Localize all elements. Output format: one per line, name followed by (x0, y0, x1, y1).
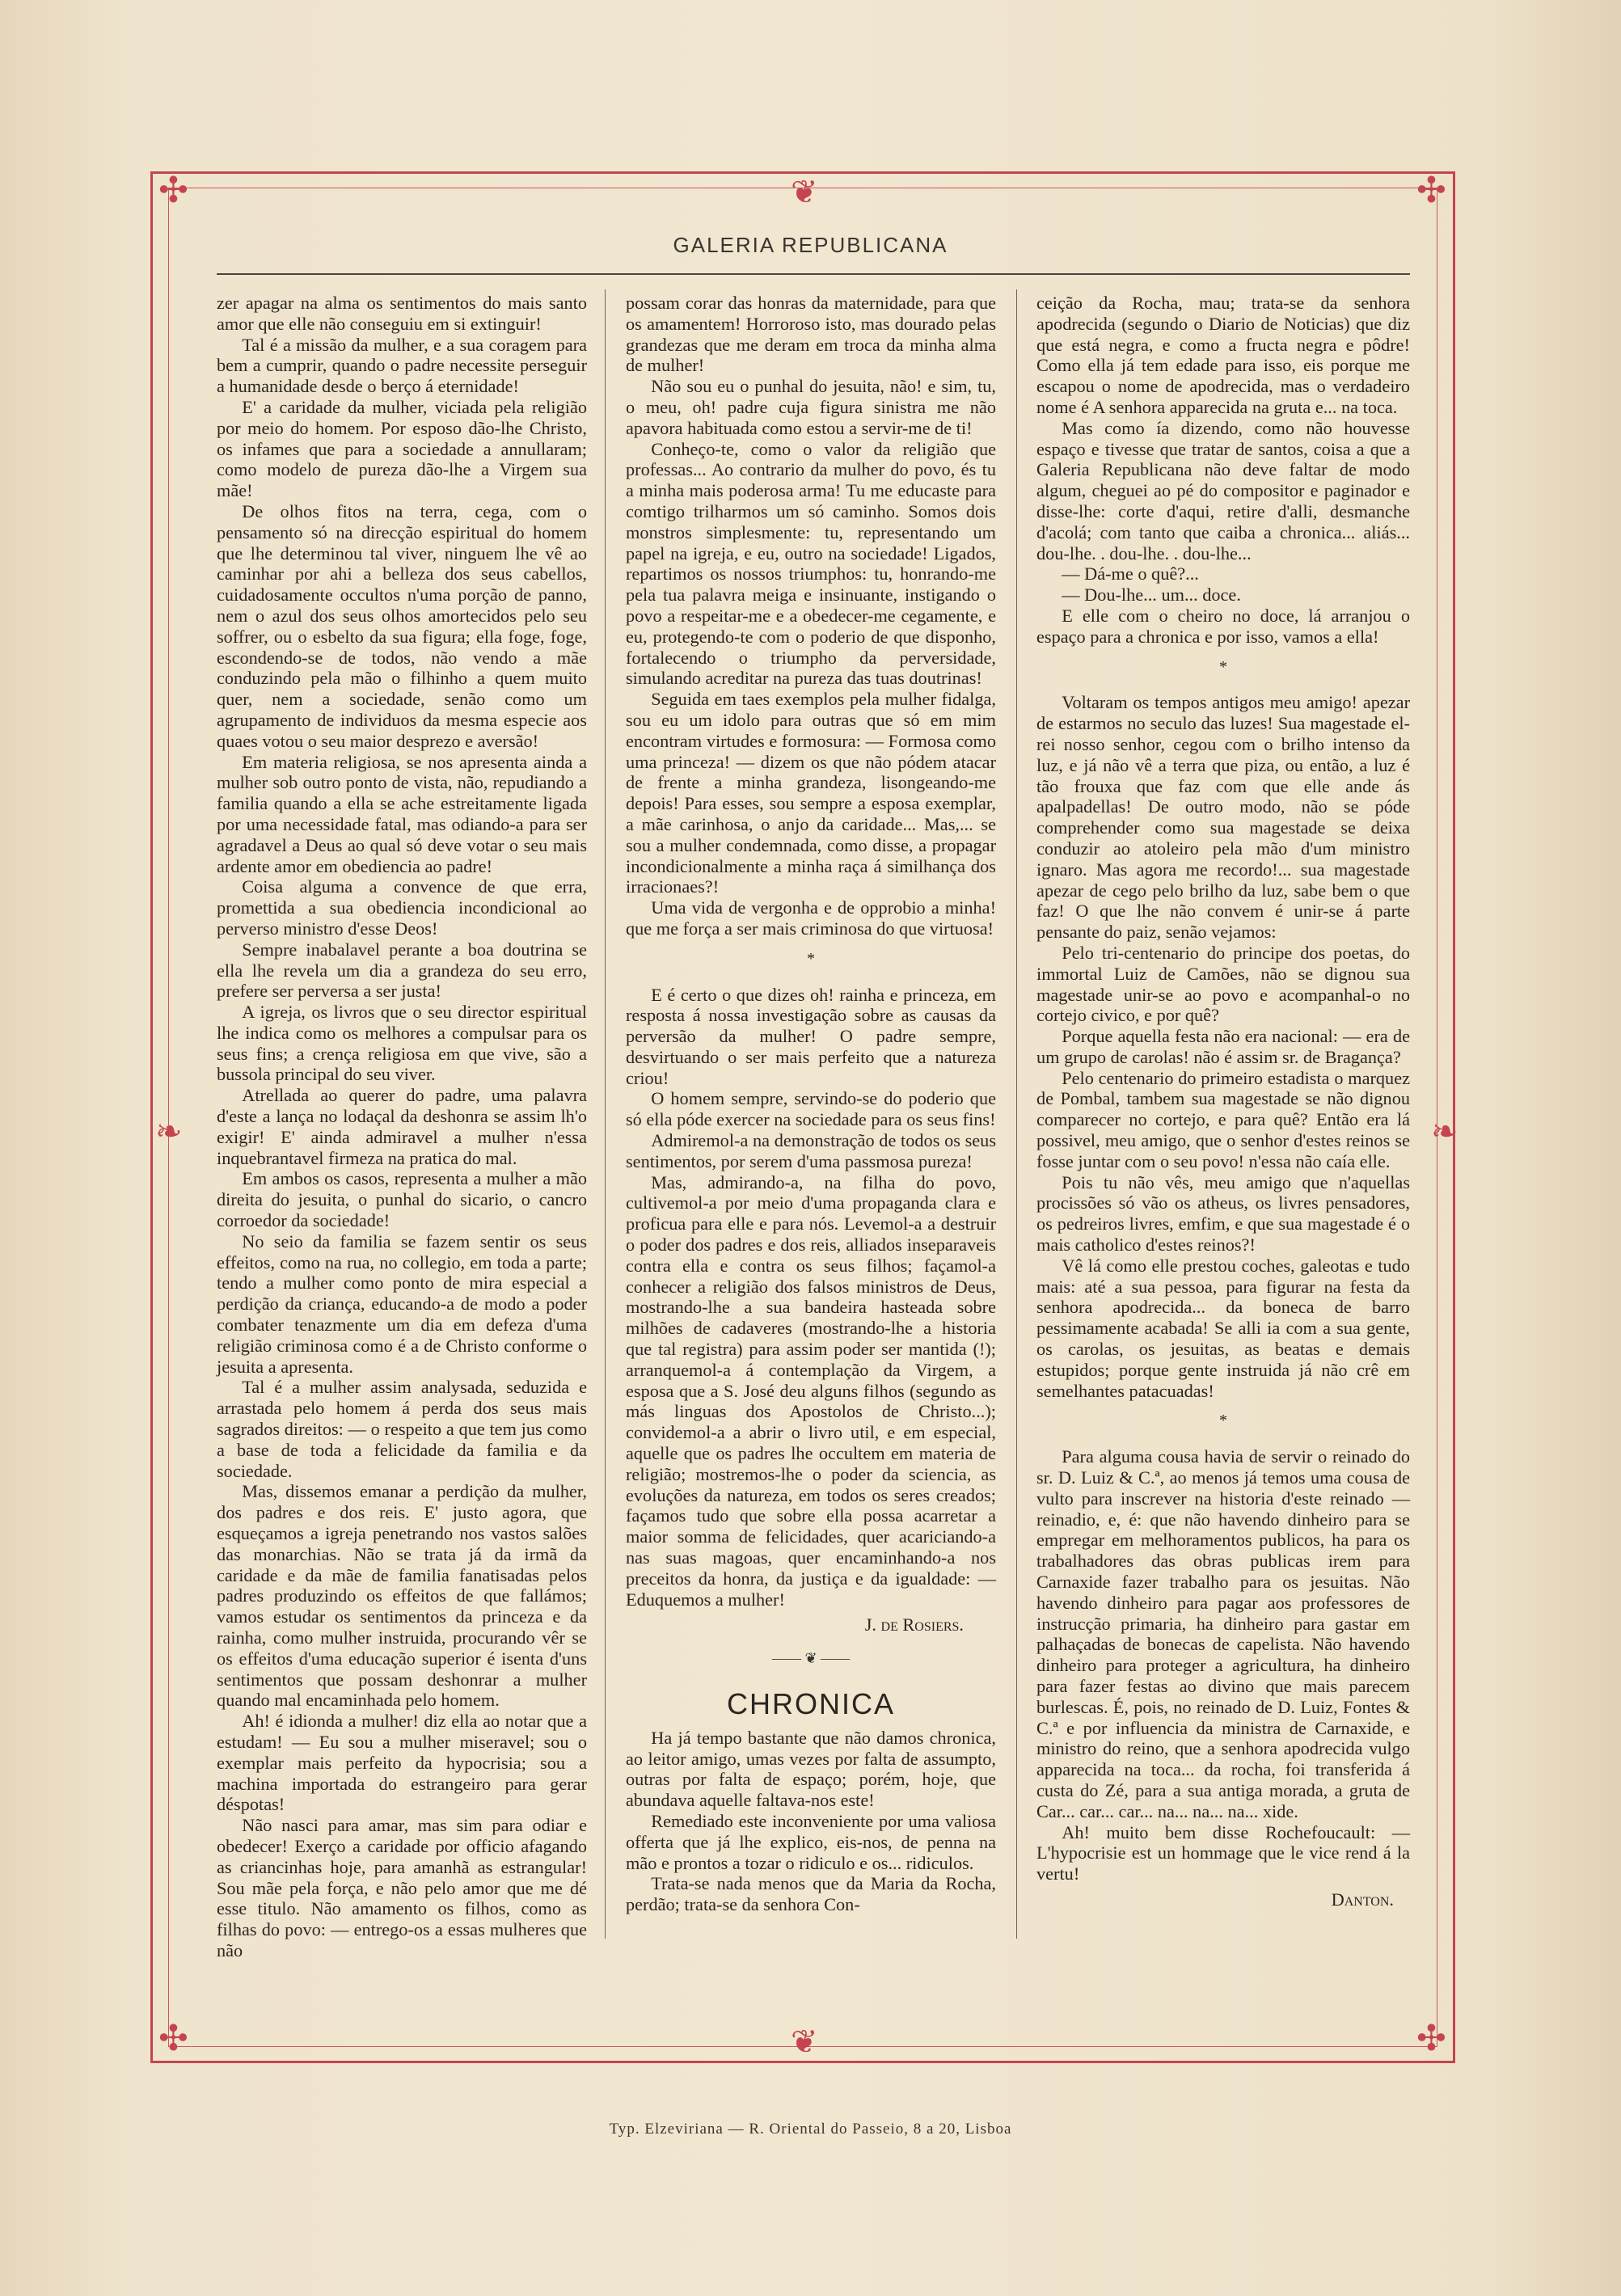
paragraph: Conheço-te, como o valor da religião que professas... Ao contrario da mulher do povo, és tu a minha mais poderosa arma! Tu me educaste para comtigo trilharmos um só caminho. Somos dois monstros simplesmente: tu, representando um papel na igreja, e eu, outro na sociedade! Ligados, repartimos os nossos triumphos: tu, honrando-me pela tua palavra meiga e insinuante, instigando o povo a respeitar-me e a obedecer-me cegamente, e eu, protegendo-te com o poderio de que disponho, fortalecendo o triumpho da perversidade, simulando acreditar na pureza das tuas doutrinas! (626, 438, 996, 689)
section-divider-icon: —— ❦ —— (771, 1650, 851, 1667)
paragraph: Coisa alguma a convence de que erra, promettida a sua obediencia incondicional ao perverso ministro d'esse Deos! (217, 876, 587, 939)
paragraph: Porque aquella festa não era nacional: — era de um grupo de carolas! não é assim sr. de Bragança? (1036, 1026, 1410, 1067)
paragraph: Uma vida de vergonha e de opprobio a minha! que me força a ser mais criminosa do que virtuosa! (626, 897, 996, 939)
paragraph: E é certo o que dizes oh! rainha e princeza, em resposta á nossa investigação sobre as causas da perversão da mulher! O padre sempre, desvirtuando o ser mais perfeito que a natureza criou! (626, 984, 996, 1088)
paragraph: Vê lá como elle prestou coches, galeotas e tudo mais: até a sua pessoa, para figurar na festa da senhora apodrecida... da boneca de barro pessimamente acabada! Se alli ia com a sua gente, os carolas, os jesuitas, as beatas e demais estupidos; porque gente instruida já não crê em semelhantes patacuadas! (1036, 1255, 1410, 1401)
paragraph: E elle com o cheiro no doce, lá arranjou o espaço para a chronica e por isso, vamos a ella! (1036, 605, 1410, 647)
bottom-center-ornament-icon: ❦ (791, 2024, 818, 2060)
paragraph: De olhos fitos na terra, cega, com o pensamento só na direcção espiritual do homem que lhe determinou tal viver, ninguem lhe vê ao caminhar por ahi a belleza dos seus cabellos, cuidadosamente occultos n'uma porção de panno, nem o azul dos seus olhos amortecidos pelo seu soffrer, ou o esbelto da sua figura; ella foge, foge, escondendo-se de todos, não vendo a mãe conduzindo pela mão o filhinho a quem muito quer, nem a sociedade, senão como um agrupamento de individuos da mesma especie aos quaes votou o seu maior desprezo e aversão! (217, 500, 587, 751)
article-signature: J. de Rosiers. (864, 1614, 964, 1635)
paragraph: ceição da Rocha, mau; trata-se da senhora apodrecida (segundo o Diario de Noticias) que diz que está negra, e como a fructa negra e pôdre! Como ella já tem edade para isso, eis porque me escapou o nome de apodrecida, mas o verdadeiro nome é A senhora apparecida na gruta e... na toca. (1036, 293, 1410, 417)
corner-ornament-icon: ✣ (1416, 171, 1446, 210)
section-separator: * (1219, 657, 1227, 676)
section-separator: * (1219, 1412, 1227, 1430)
paragraph: Atrellada ao querer do padre, uma palavra d'este a lança no lodaçal da deshonra se assim lh'o exigir! E' ainda admiravel a mulher n'essa inquebrantavel firmeza na pratica do mal. (217, 1085, 587, 1168)
section-separator: * (807, 949, 815, 968)
column-3 (1036, 293, 1410, 1910)
paragraph: O homem sempre, servindo-se do poderio que só ella póde exercer na sociedade para os seus fins! (626, 1088, 996, 1130)
paragraph: possam corar das honras da maternidade, para que os amamentem! Horroroso isto, mas dourado pelas grandezas que me deram em troca da minha alma de mulher! (626, 293, 996, 376)
paragraph: Trata-se nada menos que da Maria da Rocha, perdão; trata-se da senhora Con- (626, 1873, 996, 1915)
corner-ornament-icon: ✣ (158, 171, 188, 210)
top-center-ornament-icon: ❦ (791, 174, 818, 210)
paragraph: Tal é a mulher assim analysada, seduzida e arrastada pelo homem á perda dos seus mais sagrados direitos: — o respeito a que tem jus como a base de toda a felicidade da familia e da sociedade. (217, 1377, 587, 1481)
paragraph: Pelo tri-centenario do principe dos poetas, do immortal Luiz de Camões, não se dignou sua magestade unir-se ao povo e acompanhal-o no cortejo civico, e por quê? (1036, 942, 1410, 1026)
paragraph: Pois tu não vês, meu amigo que n'aquellas procissões só vão os atheus, os livres pensadores, os pedreiros livres, emfim, e que sua magestade é o mais catholico d'estes reinos?! (1036, 1171, 1410, 1256)
paragraph: Remediado este inconveniente por uma valiosa offerta que já lhe explico, eis-nos, de penna na mão e prontos a tozar o ridiculo e os... ridiculos. (626, 1810, 996, 1873)
paragraph: Em ambos os casos, representa a mulher a mão direita do jesuita, o punhal do sicario, o cancro corroedor da sociedade! (217, 1168, 587, 1231)
column-1 (217, 293, 587, 1961)
header-rule (217, 273, 1410, 275)
paragraph: Ah! muito bem disse Rochefoucault: — L'hypocrisie est un hommage que le vice rend á la vertu! (1036, 1821, 1410, 1884)
left-side-ornament-icon: ❧ (155, 1113, 183, 1150)
paragraph: Mas como ía dizendo, como não houvesse espaço e tivesse que tratar de santos, coisa a que a Galeria Republicana não deve faltar de modo algum, cheguei ao pé do compositor e paginador e disse-lhe: corte d'aqui, retire d'alli, desmanche d'acolá; com tanto que caiba a chronica... aliás... dou-lhe. . dou-lhe. . dou-lhe... (1036, 417, 1410, 563)
paragraph: Para alguma cousa havia de servir o reinado do sr. D. Luiz & C.ª, ao menos já temos uma cousa de vulto para inscrever na historia d'este reinado — reinadio, e, é: que não havendo dinheiro para se empregar em melhoramentos publicos, ha para os trabalhadores das obras publicas irem para Carnaxide fazer trabalho para os jesuitas. Não havendo dinheiro para pagar aos professores de instrucção primaria, ha dinheiro para gastar em palhaçadas de bonecas de capelista. Não havendo dinheiro para proteger a agricultura, ha dinheiro para fazer festas ao divino que mais parecem burlescas. É, pois, no reinado de D. Luiz, Fontes & C.ª e por influencia da ministra de Carnaxide, e ministro do reino, que a senhora apodrecida vulgo apparecida na toca... da rocha, foi transferida á custa do Zé, para a sua antiga morada, a gruta de Car... car... car... na... na... na... xide. (1036, 1446, 1410, 1821)
printer-imprint: Typ. Elzeviriana — R. Oriental do Passeio, 8 a 20, Lisboa (609, 2121, 1012, 2138)
column-divider (1016, 289, 1017, 1939)
paragraph: Mas, dissemos emanar a perdição da mulher, dos padres e dos reis. E' justo agora, que esqueçamos a igreja penetrando nos vastos salões das monarchias. Não se trata já da irmã da caridade e da mãe de familia fanatisadas pelos padres produzindo os effeitos de que fallámos; vamos estudar os sentimentos da princeza e da rainha, como mulher instruida, procurando vêr se os effeitos d'uma educação superior é isenta d'uns sentimentos que possam deshonrar a mulher quando mal encaminhada pelo homem. (217, 1481, 587, 1711)
paragraph: Voltaram os tempos antigos meu amigo! apezar de estarmos no seculo das luzes! Sua magestade el-rei nosso senhor, cegou com o brilho intenso da luz, e já não vê a terra que piza, ou então, a luz é tão frouxa que faz com que elle ande ás apalpadellas! De outro modo, não se póde comprehender como sua magestade se deixa conduzir ao atoleiro pela mão d'um ministro ignaro. Mas agora me recordo!... sua magestade apezar de cego pelo brilho da luz, sabe bem o que faz! O que lhe não convem é unir-se á parte pensante do paiz, senão vejamos: (1036, 692, 1410, 943)
paragraph: Ah! é idionda a mulher! diz ella ao notar que a estudam! — Eu sou a mulher miseravel; sou o exemplar mais perfeito da hypocrisia; sou a machina importada do estrangeiro para gerar déspotas! (217, 1711, 587, 1815)
section-title: CHRONICA (726, 1687, 895, 1720)
paragraph: No seio da familia se fazem sentir os seus effeitos, como na rua, no collegio, em toda a parte; tendo a mulher como ponto de mira especial a perdição da criança, educando-a de modo a poder combater tenazmente um dia em defeza d'uma religião criminosa como é a de Christo conforme o jesuita a apresenta. (217, 1230, 587, 1377)
paragraph: E' a caridade da mulher, viciada pela religião por meio do homem. Por esposo dão-lhe Christo, os infames que para a sociedade a annullaram; como modelo de pureza dão-lhe a Virgem sua mãe! (217, 396, 587, 501)
right-side-ornament-icon: ❧ (1431, 1113, 1458, 1150)
paragraph: — Dou-lhe... um... doce. (1062, 585, 1241, 606)
column-divider (605, 289, 606, 1939)
paragraph: A igreja, os livros que o seu director espiritual lhe indica como os melhores a compulsar para os seus fins; a crença religiosa em que vive, são a bussola principal do seu viver. (217, 1002, 587, 1085)
paragraph: — Dá-me o quê?... (1062, 563, 1199, 585)
paragraph: Não sou eu o punhal do jesuita, não! e sim, tu, o meu, oh! padre cuja figura sinistra me não apavora habituada como estou a servir-me de ti! (626, 376, 996, 438)
column-2 (626, 293, 996, 1915)
running-header: GALERIA REPUBLICANA (673, 233, 948, 257)
paragraph: Tal é a missão da mulher, e a sua coragem para bem a cumprir, quando o padre necessite perseguir a humanidade desde o berço á eternidade! (217, 334, 587, 397)
paragraph: Mas, admirando-a, na filha do povo, cultivemol-a por meio d'uma propaganda clara e proficua para elle e para nós. Levemol-a a destruir o poder dos padres e dos reis, alliados inseparaveis contra ella e contra os seus filhos; façamol-a conhecer a religião dos falsos ministros de Deus, mostrando-lhe a sua bandeira hasteada sobre milhões de cadaveres (mostrando-lhe a historia que tal registra) para assim poder ser mantida (!); arranquemol-a á contemplação da Virgem, a esposa que a S. José deu alguns filhos (segundo as más linguas dos Apostolos de Christo...); convidemol-a a abrir o livro util, e em especial, aquelle que os padres lhe occultem em materia de religião; mostremos-lhe o poder da sciencia, as evoluções da natureza, em todos os seres creados; façamos tudo que sobre ella possa acarretar a maior somma de felicidades, quer acariciando-a nas suas magoas, quer encaminhando-a nos preceitos da honra, da justiça e da igualdade: — Eduquemos a mulher! (626, 1171, 996, 1610)
corner-ornament-icon: ✣ (1416, 2019, 1446, 2058)
corner-ornament-icon: ✣ (158, 2019, 188, 2058)
paragraph: Em materia religiosa, se nos apresenta ainda a mulher sob outro ponto de vista, não, repudiando a familia quando a ella se ache estreitamente ligada por uma necessidade fatal, mas odiando-a para ser agradavel a Deus ao qual só deve votar o seu mais ardente amor em obediencia ao padre! (217, 751, 587, 876)
paragraph: Pelo centenario do primeiro estadista o marquez de Pombal, tambem sua magestade se não dignou comparecer no cortejo, e para quê? Então era lá possivel, meu amigo, que o senhor d'estes reinos se fosse juntar com o seu povo! n'essa não caía elle. (1036, 1067, 1410, 1171)
article-signature: Danton. (1331, 1889, 1394, 1910)
paragraph: Ha já tempo bastante que não damos chronica, ao leitor amigo, umas vezes por falta de assumpto, outras por falta de espaço; porém, hoje, que abundava aquelle faltava-nos este! (626, 1727, 996, 1811)
paragraph: Não nasci para amar, mas sim para odiar e obedecer! Exerço a caridade por officio afagando as criancinhas hoje, para amanhã as estrangular! Sou mãe pela força, e não pelo amor que me dé esse titulo. Não amamento os filhos, como as filhas do povo: — entrego-os a essas mulheres que não (217, 1815, 587, 1960)
paragraph: Admiremol-a na demonstração de todos os seus sentimentos, por serem d'uma passmosa pureza! (626, 1130, 996, 1171)
paragraph: Seguida em taes exemplos pela mulher fidalga, sou eu um idolo para outras que só em mim encontram virtudes e formosura: — Formosa como uma princeza! — dizem os que não pódem atacar de frente a minha grandeza, lisongeando-me depois! Para esses, sou sempre a esposa exemplar, a mãe carinhosa, o anjo da caridade... Mas,... se sou a mulher condemnada, como disse, a propagar incondicionalmente a minha raça á similhança dos irracionaes?! (626, 689, 996, 897)
paragraph: Sempre inabalavel perante a boa doutrina se ella lhe revela um dia a grandeza do seu erro, prefere ser perversa a ser justa! (217, 939, 587, 1002)
paragraph: zer apagar na alma os sentimentos do mais santo amor que elle não conseguiu em si extinguir! (217, 293, 587, 334)
